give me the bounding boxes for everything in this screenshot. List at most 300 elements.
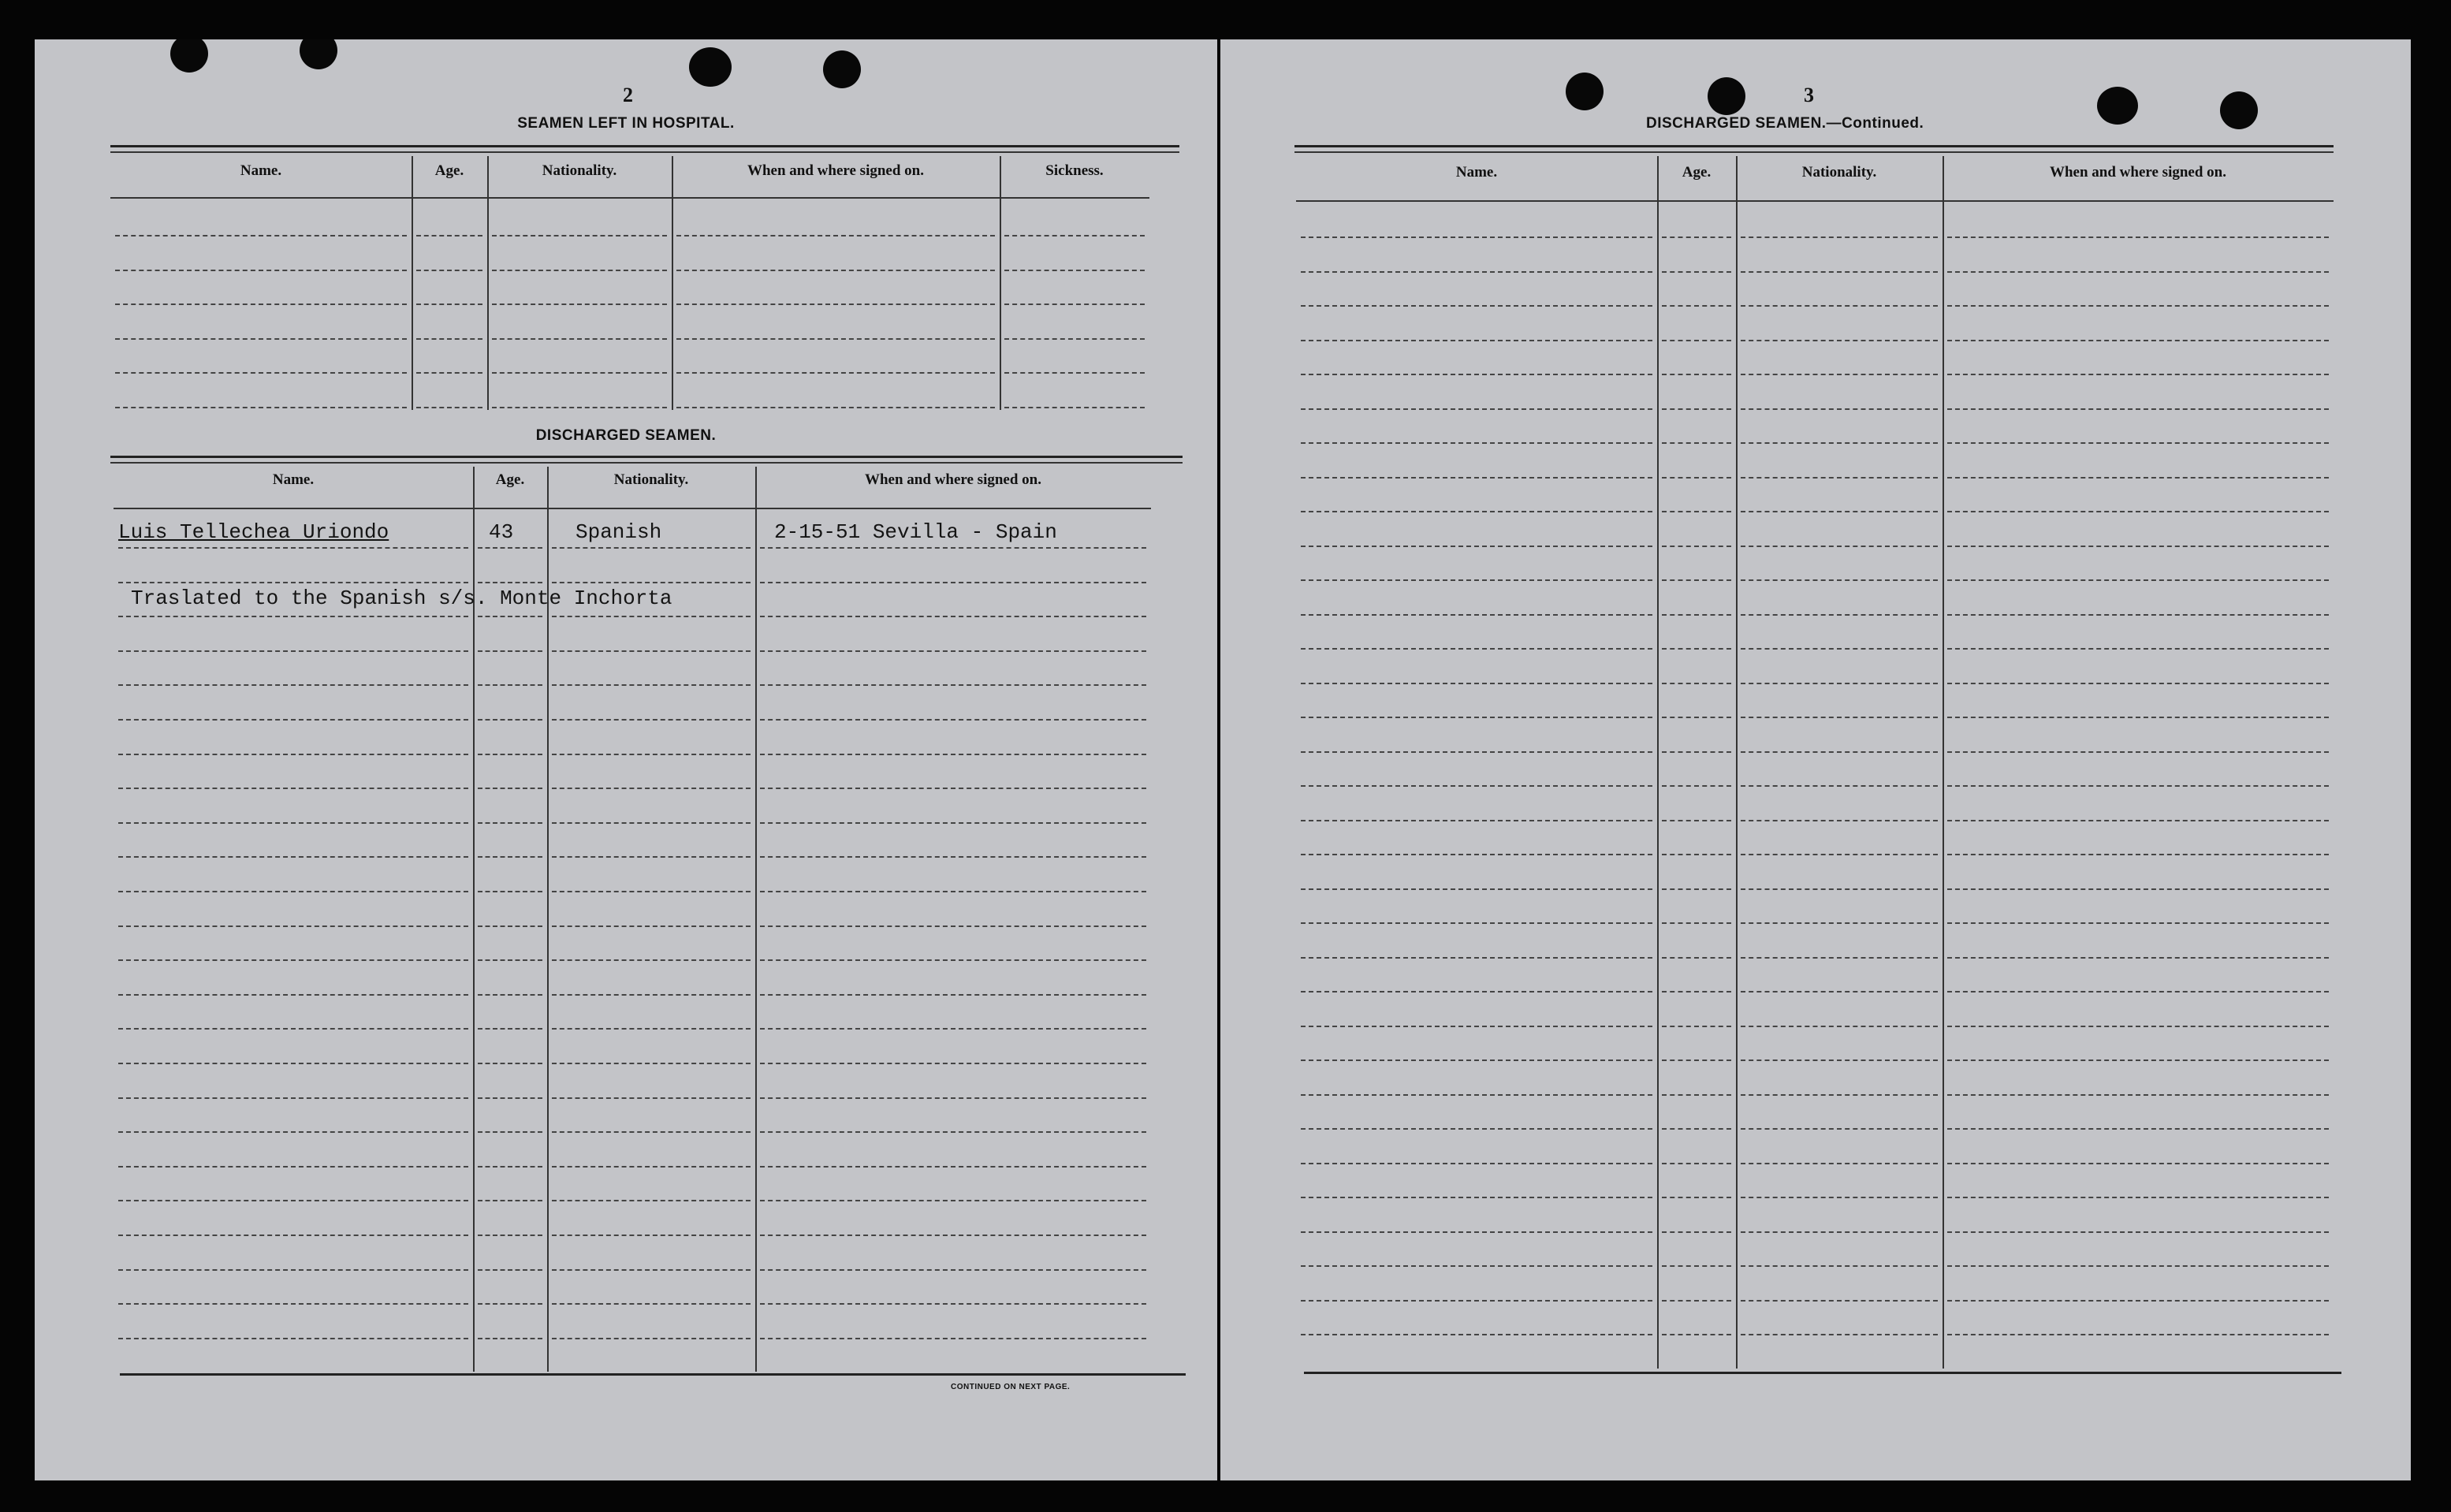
ruling-line bbox=[1741, 511, 1938, 512]
ruling-line bbox=[760, 1028, 1146, 1030]
ruling-line bbox=[1947, 1060, 2329, 1061]
ruling-line bbox=[1004, 304, 1145, 305]
ruling-line bbox=[1741, 648, 1938, 650]
ruling-line bbox=[1741, 236, 1938, 238]
ruling-line bbox=[1662, 477, 1731, 479]
ruling-line bbox=[1947, 271, 2329, 273]
ruling-line bbox=[1947, 1026, 2329, 1027]
ruling-line bbox=[552, 616, 751, 617]
column-separator bbox=[755, 467, 757, 1372]
ruling-line bbox=[1301, 1334, 1652, 1335]
ruling-line bbox=[416, 304, 482, 305]
ruling-line bbox=[1301, 1197, 1652, 1198]
ruling-line bbox=[760, 754, 1146, 755]
ruling-line bbox=[676, 338, 995, 340]
ruling-line bbox=[1662, 1026, 1731, 1027]
ruling-line bbox=[552, 1166, 751, 1168]
ruling-line bbox=[1301, 236, 1652, 238]
ruling-line bbox=[118, 547, 468, 549]
right-page bbox=[1220, 39, 2411, 1480]
ruling-line bbox=[1947, 717, 2329, 718]
ruling-line bbox=[1947, 442, 2329, 444]
ruling-line bbox=[478, 1097, 542, 1099]
ruling-line bbox=[1301, 340, 1652, 341]
ruling-line bbox=[416, 407, 482, 408]
ruling-line bbox=[1662, 648, 1731, 650]
ruling-line bbox=[1662, 854, 1731, 855]
ruling-line bbox=[478, 856, 542, 858]
seaman-nationality: Spanish bbox=[576, 520, 662, 544]
ruling-line bbox=[118, 1166, 468, 1168]
page-number: 2 bbox=[623, 84, 633, 106]
ruling-line bbox=[760, 547, 1146, 549]
ruling-line bbox=[760, 891, 1146, 892]
column-header: When and where signed on. bbox=[747, 162, 924, 179]
ruling-line bbox=[1301, 888, 1652, 890]
ruling-line bbox=[552, 1269, 751, 1271]
ruling-line bbox=[118, 1028, 468, 1030]
ruling-line bbox=[760, 1131, 1146, 1133]
ruling-line bbox=[478, 994, 542, 996]
ruling-line bbox=[118, 650, 468, 652]
ruling-line bbox=[760, 1166, 1146, 1168]
ruling-line bbox=[118, 1200, 468, 1201]
column-header: Name. bbox=[240, 162, 282, 179]
ruling-line bbox=[478, 1200, 542, 1201]
ruling-line bbox=[552, 1235, 751, 1236]
ruling-line bbox=[1662, 305, 1731, 307]
ruling-line bbox=[118, 582, 468, 583]
ruling-line bbox=[478, 1166, 542, 1168]
ruling-line bbox=[478, 1063, 542, 1064]
ruling-line bbox=[1947, 991, 2329, 992]
ruling-line bbox=[1301, 991, 1652, 992]
ruling-line bbox=[1947, 1094, 2329, 1096]
ruling-line bbox=[1662, 1265, 1731, 1267]
ruling-line bbox=[1741, 1300, 1938, 1302]
ruling-line bbox=[1301, 648, 1652, 650]
ruling-line bbox=[1662, 751, 1731, 753]
ruling-line bbox=[1741, 340, 1938, 341]
ruling-line bbox=[1662, 888, 1731, 890]
ruling-line bbox=[1662, 614, 1731, 616]
ruling-line bbox=[478, 925, 542, 927]
ruling-line bbox=[1947, 546, 2329, 547]
ruling-line bbox=[1947, 648, 2329, 650]
ruling-line bbox=[760, 856, 1146, 858]
ruling-line bbox=[1741, 1094, 1938, 1096]
ruling-line bbox=[115, 338, 407, 340]
ruling-line bbox=[1662, 922, 1731, 924]
ruling-line bbox=[1301, 511, 1652, 512]
ruling-line bbox=[1741, 408, 1938, 410]
ruling-line bbox=[1947, 408, 2329, 410]
ruling-line bbox=[552, 1303, 751, 1305]
ruling-line bbox=[115, 304, 407, 305]
ruling-line bbox=[1004, 235, 1145, 236]
ruling-line bbox=[1662, 683, 1731, 684]
ruling-line bbox=[1662, 1231, 1731, 1233]
column-separator bbox=[672, 156, 673, 410]
column-header: Nationality. bbox=[613, 471, 689, 488]
ruling-line bbox=[478, 822, 542, 824]
ruling-line bbox=[1662, 1094, 1731, 1096]
ruling-line bbox=[478, 1131, 542, 1133]
ruling-line bbox=[118, 925, 468, 927]
ruling-line bbox=[1741, 1197, 1938, 1198]
ruling-line bbox=[118, 1063, 468, 1064]
ruling-line bbox=[1662, 1060, 1731, 1061]
ruling-line bbox=[552, 719, 751, 721]
ruling-line bbox=[478, 1028, 542, 1030]
ruling-line bbox=[1947, 305, 2329, 307]
ruling-line bbox=[760, 719, 1146, 721]
ruling-line bbox=[1301, 546, 1652, 547]
ruling-line bbox=[1301, 408, 1652, 410]
ruling-line bbox=[1301, 1060, 1652, 1061]
ruling-line bbox=[1004, 372, 1145, 374]
ruling-line bbox=[1662, 340, 1731, 341]
ruling-line bbox=[1741, 1265, 1938, 1267]
ruling-line bbox=[1947, 1163, 2329, 1164]
ruling-line bbox=[1947, 614, 2329, 616]
column-header: Name. bbox=[1455, 164, 1498, 181]
ruling-line bbox=[1741, 546, 1938, 547]
ruling-line bbox=[478, 754, 542, 755]
ruling-line bbox=[118, 684, 468, 686]
ruling-line bbox=[478, 891, 542, 892]
ruling-line bbox=[416, 270, 482, 271]
ruling-line bbox=[115, 407, 407, 408]
ruling-line bbox=[118, 822, 468, 824]
ruling-line bbox=[118, 891, 468, 892]
column-header: When and where signed on. bbox=[864, 471, 1041, 488]
seaman-signed-on: 2-15-51 Sevilla - Spain bbox=[774, 520, 1057, 544]
ruling-line bbox=[478, 719, 542, 721]
ruling-line bbox=[478, 547, 542, 549]
ruling-line bbox=[1662, 785, 1731, 787]
ruling-line bbox=[118, 788, 468, 789]
ruling-line bbox=[1301, 751, 1652, 753]
section-rule bbox=[110, 456, 1183, 458]
ruling-line bbox=[552, 1200, 751, 1201]
ruling-line bbox=[760, 1303, 1146, 1305]
ruling-line bbox=[1301, 717, 1652, 718]
ruling-line bbox=[760, 616, 1146, 617]
ruling-line bbox=[552, 856, 751, 858]
column-separator bbox=[1000, 156, 1001, 410]
column-header: Sickness. bbox=[1045, 162, 1104, 179]
ruling-line bbox=[760, 788, 1146, 789]
column-header: When and where signed on. bbox=[2049, 164, 2226, 181]
section-rule bbox=[110, 462, 1183, 464]
ruling-line bbox=[1301, 683, 1652, 684]
ruling-line bbox=[118, 1338, 468, 1339]
ruling-line bbox=[1741, 785, 1938, 787]
bottom-rule bbox=[120, 1373, 1186, 1376]
ruling-line bbox=[760, 1097, 1146, 1099]
ruling-line bbox=[676, 304, 995, 305]
ruling-line bbox=[552, 547, 751, 549]
ruling-line bbox=[1741, 991, 1938, 992]
ruling-line bbox=[1662, 1128, 1731, 1130]
ruling-line bbox=[1301, 1300, 1652, 1302]
punch-hole-icon bbox=[2220, 91, 2258, 129]
ruling-line bbox=[760, 650, 1146, 652]
ruling-line bbox=[552, 1063, 751, 1064]
hospital-section-title: SEAMEN LEFT IN HOSPITAL. bbox=[517, 115, 735, 132]
ruling-line bbox=[760, 1063, 1146, 1064]
ruling-line bbox=[552, 822, 751, 824]
ruling-line bbox=[1301, 374, 1652, 375]
ruling-line bbox=[1741, 1026, 1938, 1027]
ruling-line bbox=[492, 372, 667, 374]
punch-hole-icon bbox=[689, 47, 732, 87]
ruling-line bbox=[1741, 820, 1938, 821]
ruling-line bbox=[1947, 683, 2329, 684]
ruling-line bbox=[1301, 1231, 1652, 1233]
top-rule bbox=[110, 151, 1179, 153]
ruling-line bbox=[552, 1097, 751, 1099]
ruling-line bbox=[478, 684, 542, 686]
top-rule bbox=[1294, 145, 2334, 147]
ruling-line bbox=[1662, 579, 1731, 581]
ruling-line bbox=[1662, 546, 1731, 547]
column-separator bbox=[1943, 156, 1944, 1369]
ruling-line bbox=[552, 754, 751, 755]
ruling-line bbox=[1741, 614, 1938, 616]
punch-hole-icon bbox=[1708, 77, 1745, 115]
ruling-line bbox=[1301, 1094, 1652, 1096]
ruling-line bbox=[1741, 751, 1938, 753]
continued-footer: CONTINUED ON NEXT PAGE. bbox=[951, 1383, 1071, 1391]
ruling-line bbox=[1947, 751, 2329, 753]
ruling-line bbox=[1662, 1334, 1731, 1335]
ruling-line bbox=[1947, 340, 2329, 341]
ruling-line bbox=[118, 616, 468, 617]
ruling-line bbox=[1741, 374, 1938, 375]
ruling-line bbox=[1662, 271, 1731, 273]
ruling-line bbox=[1741, 957, 1938, 959]
ruling-line bbox=[492, 270, 667, 271]
ruling-line bbox=[552, 1028, 751, 1030]
ruling-line bbox=[1947, 511, 2329, 512]
ruling-line bbox=[478, 788, 542, 789]
ruling-line bbox=[1662, 408, 1731, 410]
ruling-line bbox=[1301, 614, 1652, 616]
ruling-line bbox=[492, 304, 667, 305]
ruling-line bbox=[1741, 477, 1938, 479]
ruling-line bbox=[1301, 1163, 1652, 1164]
column-header: Nationality. bbox=[542, 162, 617, 179]
ruling-line bbox=[1741, 854, 1938, 855]
ruling-line bbox=[416, 372, 482, 374]
ruling-line bbox=[1301, 579, 1652, 581]
ruling-line bbox=[478, 650, 542, 652]
ruling-line bbox=[1947, 1334, 2329, 1335]
ruling-line bbox=[1741, 717, 1938, 718]
ruling-line bbox=[1004, 338, 1145, 340]
discharged-section-title: DISCHARGED SEAMEN. bbox=[535, 427, 717, 444]
column-header: Nationality. bbox=[1801, 164, 1877, 181]
ruling-line bbox=[676, 407, 995, 408]
header-rule bbox=[114, 508, 1151, 509]
ruling-line bbox=[1662, 442, 1731, 444]
ruling-line bbox=[478, 1303, 542, 1305]
punch-hole-icon bbox=[170, 39, 208, 73]
ruling-line bbox=[1947, 922, 2329, 924]
ruling-line bbox=[1947, 374, 2329, 375]
ruling-line bbox=[1662, 511, 1731, 512]
ruling-line bbox=[1662, 374, 1731, 375]
ruling-line bbox=[118, 959, 468, 961]
top-rule bbox=[110, 145, 1179, 147]
ruling-line bbox=[760, 684, 1146, 686]
ruling-line bbox=[760, 1338, 1146, 1339]
ruling-line bbox=[416, 338, 482, 340]
ruling-line bbox=[1741, 922, 1938, 924]
ruling-line bbox=[552, 650, 751, 652]
ruling-line bbox=[1947, 785, 2329, 787]
ruling-line bbox=[1301, 854, 1652, 855]
ruling-line bbox=[760, 582, 1146, 583]
ruling-line bbox=[552, 1338, 751, 1339]
ruling-line bbox=[760, 1200, 1146, 1201]
ruling-line bbox=[1301, 442, 1652, 444]
ruling-line bbox=[552, 582, 751, 583]
ruling-line bbox=[1947, 579, 2329, 581]
ruling-line bbox=[478, 1269, 542, 1271]
ruling-line bbox=[1662, 236, 1731, 238]
ruling-line bbox=[478, 1338, 542, 1339]
ruling-line bbox=[1662, 957, 1731, 959]
top-rule bbox=[1294, 151, 2334, 153]
ruling-line bbox=[1947, 477, 2329, 479]
column-separator bbox=[1736, 156, 1738, 1369]
ruling-line bbox=[1301, 785, 1652, 787]
ruling-line bbox=[1741, 1334, 1938, 1335]
ruling-line bbox=[118, 1131, 468, 1133]
ruling-line bbox=[760, 959, 1146, 961]
ruling-line bbox=[760, 1269, 1146, 1271]
column-header: Age. bbox=[1682, 164, 1712, 181]
ruling-line bbox=[1004, 407, 1145, 408]
ruling-line bbox=[118, 1269, 468, 1271]
ruling-line bbox=[478, 582, 542, 583]
page-number: 3 bbox=[1804, 84, 1814, 106]
column-separator bbox=[487, 156, 489, 410]
ruling-line bbox=[1301, 957, 1652, 959]
seaman-name: Luis Tellechea Uriondo bbox=[118, 520, 389, 544]
ruling-line bbox=[118, 856, 468, 858]
ruling-line bbox=[552, 1131, 751, 1133]
ruling-line bbox=[1947, 1265, 2329, 1267]
ruling-line bbox=[1947, 1128, 2329, 1130]
ruling-line bbox=[118, 994, 468, 996]
ruling-line bbox=[1741, 1231, 1938, 1233]
ruling-line bbox=[115, 235, 407, 236]
ruling-line bbox=[1301, 820, 1652, 821]
bottom-rule bbox=[1304, 1372, 2341, 1374]
ruling-line bbox=[1947, 1197, 2329, 1198]
ruling-line bbox=[478, 1235, 542, 1236]
ruling-line bbox=[552, 788, 751, 789]
ruling-line bbox=[676, 372, 995, 374]
ruling-line bbox=[1741, 1060, 1938, 1061]
ruling-line bbox=[492, 338, 667, 340]
ruling-line bbox=[1662, 717, 1731, 718]
transfer-note: Traslated to the Spanish s/s. Monte Inchorta bbox=[131, 587, 672, 610]
header-rule bbox=[1296, 200, 2334, 202]
left-page bbox=[35, 39, 1217, 1480]
ruling-line bbox=[1947, 1231, 2329, 1233]
ruling-line bbox=[1004, 270, 1145, 271]
punch-hole-icon bbox=[2097, 87, 2138, 125]
ruling-line bbox=[760, 822, 1146, 824]
ruling-line bbox=[760, 925, 1146, 927]
header-rule bbox=[110, 197, 1149, 199]
ruling-line bbox=[118, 1235, 468, 1236]
ruling-line bbox=[118, 719, 468, 721]
ruling-line bbox=[115, 270, 407, 271]
seaman-age: 43 bbox=[489, 520, 514, 544]
ruling-line bbox=[1741, 579, 1938, 581]
ruling-line bbox=[492, 235, 667, 236]
continued-section-title: DISCHARGED SEAMEN.—Continued. bbox=[1646, 115, 1924, 132]
ruling-line bbox=[1947, 820, 2329, 821]
ruling-line bbox=[478, 959, 542, 961]
column-separator bbox=[412, 156, 413, 410]
ruling-line bbox=[1947, 236, 2329, 238]
ruling-line bbox=[760, 1235, 1146, 1236]
ruling-line bbox=[118, 754, 468, 755]
ruling-line bbox=[1947, 957, 2329, 959]
ruling-line bbox=[1301, 477, 1652, 479]
column-header: Age. bbox=[495, 471, 525, 488]
ruling-line bbox=[676, 235, 995, 236]
ruling-line bbox=[1947, 1300, 2329, 1302]
ruling-line bbox=[1301, 305, 1652, 307]
ruling-line bbox=[1947, 854, 2329, 855]
ruling-line bbox=[1662, 1300, 1731, 1302]
ruling-line bbox=[1662, 991, 1731, 992]
ruling-line bbox=[118, 1303, 468, 1305]
column-header: Name. bbox=[272, 471, 315, 488]
ruling-line bbox=[492, 407, 667, 408]
punch-hole-icon bbox=[300, 39, 337, 69]
ruling-line bbox=[1301, 1265, 1652, 1267]
ruling-line bbox=[1741, 271, 1938, 273]
ruling-line bbox=[1741, 888, 1938, 890]
ruling-line bbox=[1947, 888, 2329, 890]
ruling-line bbox=[1662, 1197, 1731, 1198]
ruling-line bbox=[1741, 1128, 1938, 1130]
ruling-line bbox=[552, 994, 751, 996]
ruling-line bbox=[1301, 271, 1652, 273]
ruling-line bbox=[552, 684, 751, 686]
ruling-line bbox=[115, 372, 407, 374]
ruling-line bbox=[1301, 922, 1652, 924]
ruling-line bbox=[1662, 820, 1731, 821]
ruling-line bbox=[1741, 442, 1938, 444]
ruling-line bbox=[416, 235, 482, 236]
ruling-line bbox=[1301, 1128, 1652, 1130]
ruling-line bbox=[552, 891, 751, 892]
ruling-line bbox=[1741, 305, 1938, 307]
ruling-line bbox=[1301, 1026, 1652, 1027]
column-separator bbox=[1657, 156, 1659, 1369]
ruling-line bbox=[1741, 683, 1938, 684]
